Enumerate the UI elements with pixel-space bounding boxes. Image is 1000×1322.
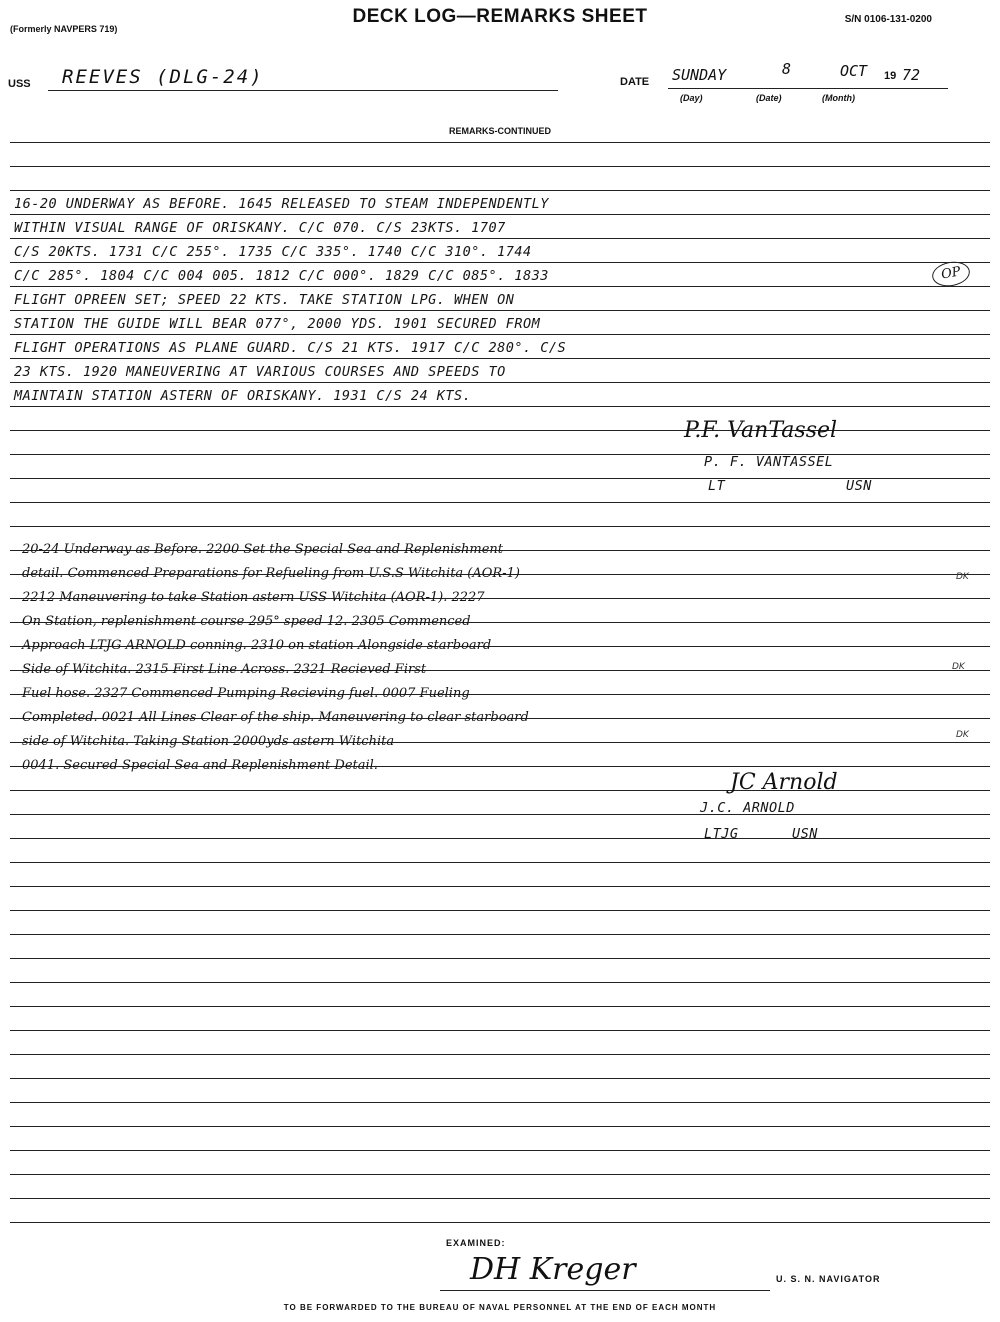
ruled-line [10,286,990,287]
signer-name-vantassel: P. F. VANTASSEL [704,454,834,470]
navigator-signature: DH Kreger [470,1252,636,1287]
ruled-line [10,214,990,215]
ruled-line [10,886,990,887]
entry1-line-7: FLIGHT OPERATIONS AS PLANE GUARD. C/S 21 KTS. 1917 C/C 280°. C/S [14,340,567,356]
page-title: DECK LOG—REMARKS SHEET [352,6,648,27]
ruled-line [10,1006,990,1007]
date-line [668,88,948,89]
entry2-line-5: Approach LTJG ARNOLD conning. 2310 on station Alongside starboard [22,638,492,653]
ruled-line [10,310,990,311]
entry2-line-2: detail. Commenced Preparations for Refueling from U.S.S Witchita (AOR-1) [22,566,520,581]
ruled-line [10,526,990,527]
signer-service-usn: USN [846,478,872,494]
ruled-line [10,262,990,263]
ruled-line [10,1126,990,1127]
signature-vantassel: P.F. VanTassel [684,418,838,443]
ruled-line [10,238,990,239]
entry1-line-2: WITHIN VISUAL RANGE OF ORISKANY. C/C 070. C/S 23KTS. 1707 [14,220,506,236]
uss-label: USS [8,78,31,90]
signer-service-usn-2: USN [792,826,818,842]
entry2-line-1: 20-24 Underway as Before. 2200 Set the Special Sea and Replenishment [22,542,504,557]
ship-name-line [48,90,558,91]
entry1-line-4: C/C 285°. 1804 C/C 004 005. 1812 C/C 000°. 1829 C/C 085°. 1833 [14,268,549,284]
ruled-line [10,862,990,863]
year-prefix: 19 [884,70,897,82]
remarks-continued-heading: REMARKS-CONTINUED [449,126,551,136]
ruled-line [10,934,990,935]
form-previous-number: (Formerly NAVPERS 719) [10,24,118,34]
initials-stamp: OP [930,259,972,289]
month-caption: (Month) [822,93,855,103]
date-value: 8 [782,60,792,78]
month-value: OCT [840,62,868,80]
ruled-line [10,1102,990,1103]
ruled-line [10,334,990,335]
year-value: 72 [902,66,921,84]
signer-name-arnold: J.C. ARNOLD [700,800,795,816]
entry2-line-4: On Station, replenishment course 295° speed 12. 2305 Commenced [22,614,471,629]
ruled-line [10,454,990,455]
entry1-line-6: STATION THE GUIDE WILL BEAR 077°, 2000 YDS. 1901 SECURED FROM [14,316,541,332]
ruled-line [10,190,990,191]
signer-rank-ltjg: LTJG [704,826,739,842]
ruled-line [10,1222,990,1223]
navigator-signature-line [440,1290,770,1291]
day-value: SUNDAY [672,66,727,84]
ruled-line [10,1030,990,1031]
entry2-line-9: side of Witchita. Taking Station 2000yds astern Witchita [22,734,395,749]
ruled-line [10,430,990,431]
forwarding-instruction: TO BE FORWARDED TO THE BUREAU OF NAVAL PERSONNEL AT THE END OF EACH MONTH [283,1303,717,1312]
ship-name: REEVES (DLG-24) [62,66,264,88]
ruled-line [10,1078,990,1079]
serial-number: S/N 0106-131-0200 [844,14,932,25]
signature-arnold: JC Arnold [730,770,838,795]
entry1-line-9: MAINTAIN STATION ASTERN OF ORISKANY. 1931 C/S 24 KTS. [14,388,472,404]
date-caption: (Date) [756,93,782,103]
ruled-line [10,382,990,383]
ruled-line [10,358,990,359]
ruled-line [10,1174,990,1175]
ruled-line [10,814,990,815]
ruled-line [10,1150,990,1151]
day-caption: (Day) [680,93,703,103]
entry1-line-1: 16-20 UNDERWAY AS BEFORE. 1645 RELEASED TO STEAM INDEPENDENTLY [14,196,549,212]
navigator-label: U. S. N. NAVIGATOR [776,1274,881,1284]
examined-label: EXAMINED: [446,1238,506,1248]
margin-mark-dk-2: DK [952,662,965,672]
margin-mark-dk-3: DK [956,730,969,740]
entry1-line-3: C/S 20KTS. 1731 C/C 255°. 1735 C/C 335°. 1740 C/C 310°. 1744 [14,244,532,260]
margin-mark-dk-1: DK [956,572,969,582]
entry1-line-8: 23 KTS. 1920 MANEUVERING AT VARIOUS COURSES AND SPEEDS TO [14,364,506,380]
signer-rank-lt: LT [708,478,726,494]
entry2-line-7: Fuel hose. 2327 Commenced Pumping Recieving fuel. 0007 Fueling [22,686,470,701]
entry1-line-5: FLIGHT OPREEN SET; SPEED 22 KTS. TAKE STATION LPG. WHEN ON [14,292,515,308]
ruled-line [10,406,990,407]
entry2-line-6: Side of Witchita. 2315 First Line Across. 2321 Recieved First [22,662,427,677]
ruled-line [10,478,990,479]
entry2-line-8: Completed. 0021 All Lines Clear of the ship. Maneuvering to clear starboard [22,710,529,725]
ruled-line [10,958,990,959]
ruled-line [10,1198,990,1199]
date-label: DATE [620,76,650,88]
ruled-line [10,1054,990,1055]
ruled-line [10,790,990,791]
entry2-line-10: 0041. Secured Special Sea and Replenishment Detail. [22,758,378,773]
ruled-line [10,910,990,911]
ruled-line [10,166,990,167]
ruled-line [10,502,990,503]
ruled-line [10,142,990,143]
ruled-line [10,982,990,983]
ruled-line [10,838,990,839]
entry2-line-3: 2212 Maneuvering to take Station astern USS Witchita (AOR-1). 2227 [22,590,485,605]
